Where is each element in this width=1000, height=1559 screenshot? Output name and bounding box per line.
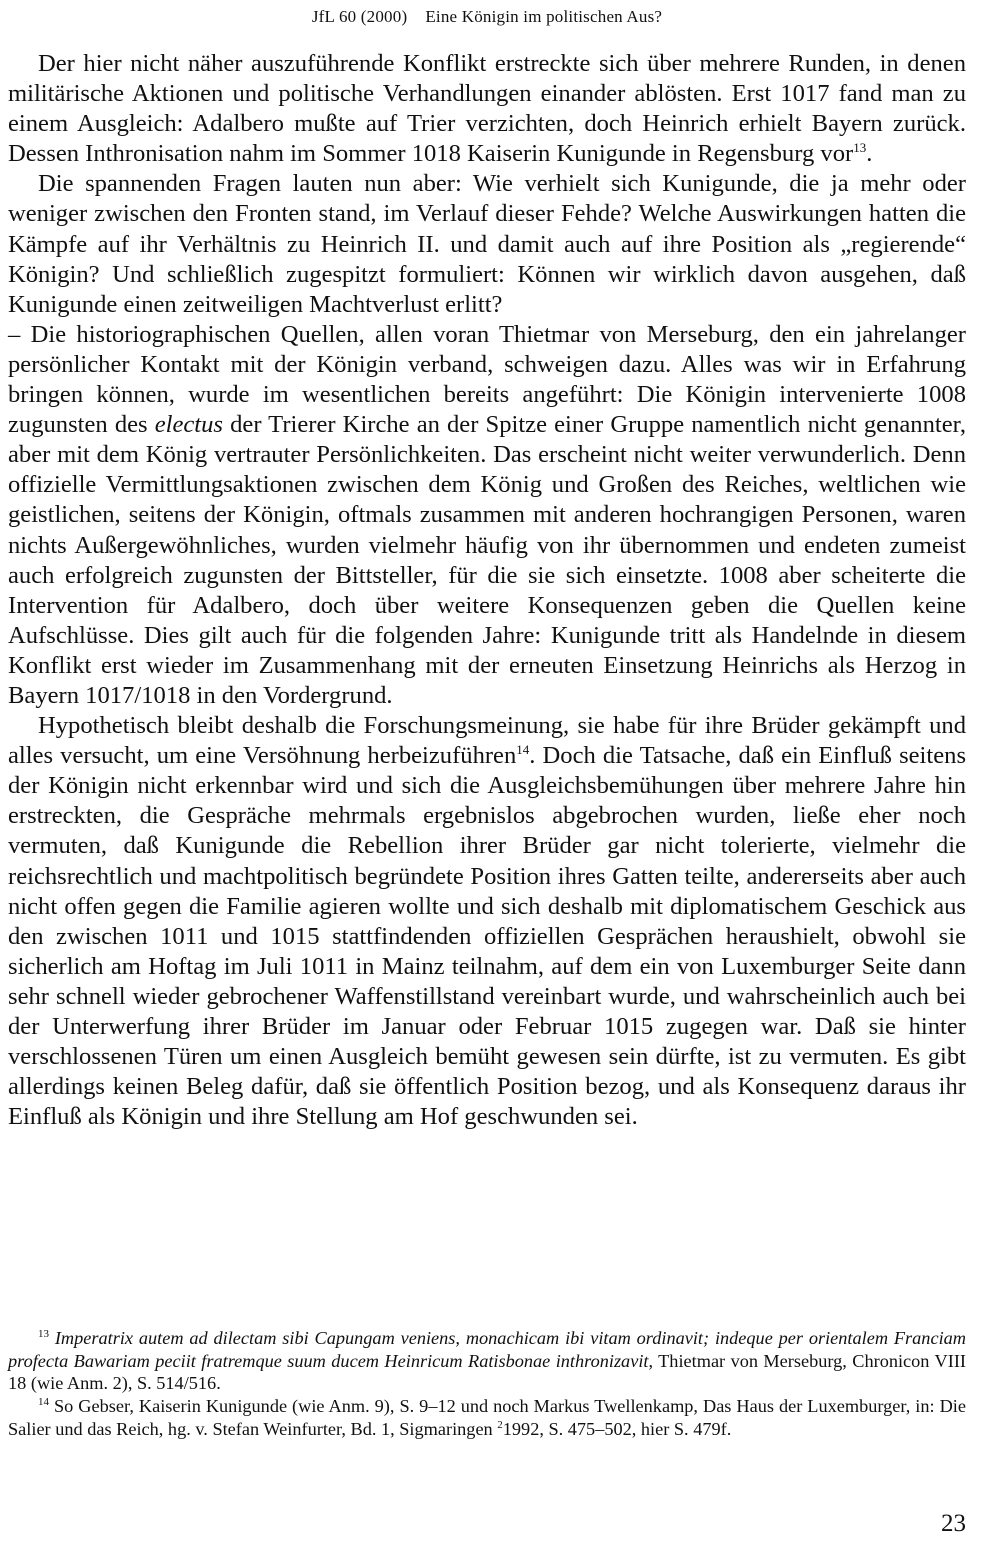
paragraph-1-text: Der hier nicht näher auszuführende Konflikt erstreckte sich über mehrere Runden, in denen militärische Aktionen und politische Verhandlungen einander ablösten. Erst 1017 fand man zu einem Ausgleich: Adalbero mußte auf Trier verzichten, doch Heinrich erhielt Bayern zurück. Dessen Inthronisation nahm im Sommer 1018 Kaiserin Kunigunde in Regensburg vor xyxy=(8,50,966,168)
footnote-ref-14[interactable]: 14 xyxy=(516,741,530,757)
article-title: Eine Königin im politischen Aus? xyxy=(425,7,663,26)
paragraph-3-part1: Hypothetisch bleibt deshalb die Forschungsmeinung, sie habe für ihre Brüder gekämpft und alles versucht, um eine Versöhnung herbeizuführen xyxy=(8,712,966,770)
footnote-14 xyxy=(8,1395,966,1440)
running-header xyxy=(8,6,966,28)
paragraph-2-part2b: der Trierer Kirche an der Spitze einer Gruppe namentlich nicht genannter, aber mit dem König vertrauter Persönlichkeiten. Das erscheint nicht weiter verwunderlich. Denn offizielle Vermittlungsaktionen zwischen dem König und Großen des Reiches, weltlichen wie geistlichen, seitens der Königin, oftmals zusammen mit anderen hochrangigen Personen, waren nichts Außergewöhnliches, wurden vielmehr häufig von ihr übernommen und endeten zumeist auch erfolgreich zugunsten der Bittsteller, für die sie sich einsetzte. 1008 aber scheiterte die Intervention für Adalbero, doch über weitere Konsequenzen geben die Quellen keine Aufschlüsse. Dies gilt auch für die folgenden Jahre: Kunigunde tritt als Handelnde in diesem Konflikt erst wieder im Zusammenhang mit der erneuten Einsetzung Heinrichs als Herzog in Bayern 1017/1018 in den Vordergrund. xyxy=(8,411,966,709)
paragraph-2 xyxy=(8,169,966,319)
footnotes xyxy=(8,1327,966,1441)
paragraph-2-part1: Die spannenden Fragen lauten nun aber: Wie verhielt sich Kunigunde, die ja mehr oder weniger zwischen den Fronten stand, im Verlauf dieser Fehde? Welche Auswirkungen hatten die Kämpfe auf ihr Verhältnis zu Heinrich II. und damit auch auf ihre Position als „regierende“ Königin? Und schließlich zugespitzt formuliert: Können wir wirklich davon ausgehen, daß Kunigunde einen zeitweiligen Machtverlust erlitt? xyxy=(8,170,966,318)
paragraph-3-part2: . Doch die Tatsache, daß ein Einfluß seitens der Königin nicht erkennbar wird und sich die Ausgleichsbemühungen über mehrere Jahre hin erstreckten, die Gespräche mehrmals ergebnislos abgebrochen wurden, ließe eher noch vermuten, daß Kunigunde die Rebellion ihrer Brüder gar nicht tolerierte, vielmehr die reichsrechtlich und machtpolitisch begründete Position ihres Gatten teilte, andererseits aber auch nicht offen gegen die Familie agieren wollte und sich deshalb mit diplomatischem Geschick aus den zwischen 1011 und 1015 stattfindenden offiziellen Gesprächen heraushielt, obwohl sie sicherlich am Hoftag im Juli 1011 in Mainz teilnahm, auf dem ein von Luxemburger Seite dann sehr schnell wieder gebrochener Waffenstillstand vereinbart wurde, und wahrscheinlich auch bei der Unterwerfung ihrer Brüder im Januar oder Februar 1015 zugegen war. Daß sie hinter verschlossenen Türen um einen Ausgleich bemüht gewesen sein dürfte, ist zu vermuten. Es gibt allerdings keinen Beleg dafür, daß sie öffentlich Position bezog, und als Konsequenz daraus ihr Einfluß als Königin und ihre Stellung am Hof geschwunden sei. xyxy=(8,742,967,1131)
edition-superscript: 2 xyxy=(497,1418,503,1431)
page-number: 23 xyxy=(941,1510,966,1537)
footnote-ref-13[interactable]: 13 xyxy=(853,140,867,156)
main-text xyxy=(8,49,966,1132)
paragraph-2-part2a: – Die historiographischen Quellen, allen voran Thietmar von Merseburg, den ein jahrelanger persönlicher Kontakt mit der Königin verband, schweigen dazu. Alles was wir in Erfahrung bringen können, wurde im wesentlichen bereits angeführt: Die Königin intervenierte 1008 zugunsten des xyxy=(8,320,966,439)
italic-term-electus: electus xyxy=(154,411,224,439)
footnote-number: 14 xyxy=(38,1396,49,1409)
footnote-14-citation-b: 1992, S. 475–502, hier S. 479f. xyxy=(502,1418,732,1439)
journal-citation: JfL 60 (2000) xyxy=(311,7,408,26)
paragraph-3 xyxy=(8,711,966,1132)
paragraph-2-continued xyxy=(8,320,966,711)
footnote-13-citation: , Thietmar von Merseburg, Chronicon VIII 18 (wie Anm. 2), S. 514/516. xyxy=(8,1350,967,1394)
document-page xyxy=(8,0,966,1559)
paragraph-1-end: . xyxy=(866,140,873,168)
footnote-number: 13 xyxy=(38,1327,49,1340)
footnote-13 xyxy=(8,1327,966,1395)
paragraph-1 xyxy=(8,49,966,169)
footnote-13-latin-quote: Imperatrix autem ad dilectam sibi Capungam veniens, monachicam ibi vitam ordinavit; indeque per orientalem Franciam profecta Bawariam peciit fratremque suum ducem Heinricum Ratisbonae inthronizavit xyxy=(8,1328,966,1371)
footnote-14-citation-a: So Gebser, Kaiserin Kunigunde (wie Anm. 9), S. 9–12 und noch Markus Twellenkamp, Das Haus der Luxemburger, in: Die Salier und das Reich, hg. v. Stefan Weinfurter, Bd. 1, Sigmaringen xyxy=(8,1396,966,1439)
